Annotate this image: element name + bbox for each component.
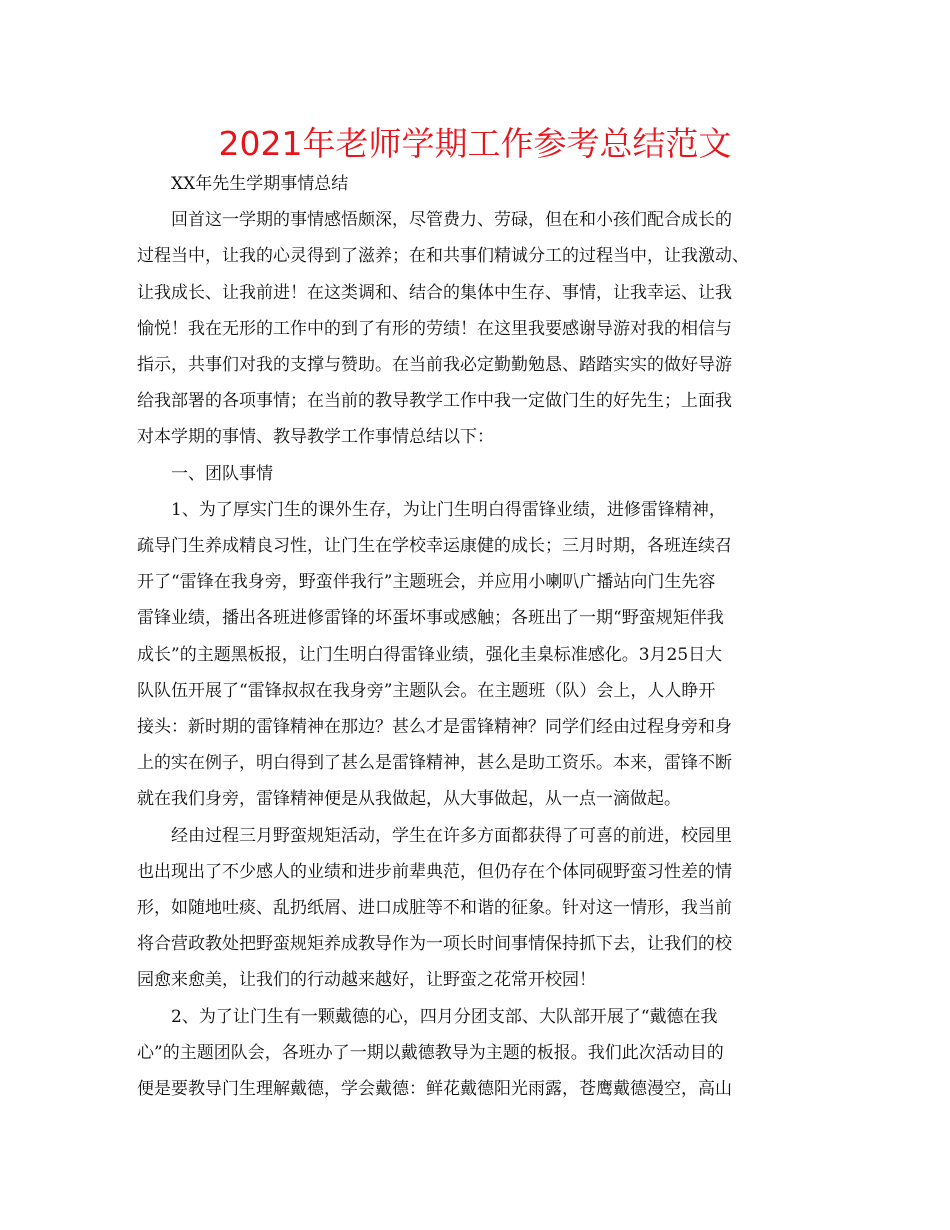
body-line: 经由过程三月野蛮规矩活动，学生在许多方面都获得了可喜的前进，校园里 — [171, 825, 732, 846]
body-line: 开了“雷锋在我身旁，野蛮伴我行”主题班会，并应用小喇叭广播站向门生先容 — [137, 572, 716, 593]
body-line: 就在我们身旁，雷锋精神便是从我做起，从大事做起，从一点一滴做起。 — [137, 789, 681, 810]
body-line: XX年先生学期事情总结 — [171, 174, 349, 194]
body-line: 心”的主题团队会，各班办了一期以戴德教导为主题的板报。我们此次活动目的 — [137, 1042, 724, 1063]
body-line: 也出现出了不少感人的业绩和进步前辈典范，但仍存在个体同砚野蛮习性差的情 — [137, 861, 732, 882]
body-line: 队队伍开展了“雷锋叔叔在我身旁”主题队会。在主题班（队）会上，人人睁开 — [137, 680, 716, 701]
body-line: 接头：新时期的雷锋精神在那边？甚么才是雷锋精神？同学们经由过程身旁和身 — [137, 717, 732, 738]
body-line: 过程当中，让我的心灵得到了滋养；在和共事们精诚分工的过程当中，让我激动、 — [137, 246, 749, 267]
body-line: 疏导门生养成精良习性，让门生在学校幸运康健的成长；三月时期，各班连续召 — [137, 536, 732, 557]
body-line: 成长”的主题黑板报，让门生明白得雷锋业绩，强化圭臬标准感化。3月25日大 — [137, 644, 723, 665]
body-line: 上的实在例子，明白得到了甚么是雷锋精神，甚么是助工资乐。本来，雷锋不断 — [137, 753, 732, 774]
body-line: 2、为了让门生有一颗戴德的心，四月分团支部、大队部开展了“戴德在我 — [171, 1006, 718, 1027]
body-line: 雷锋业绩，播出各班进修雷锋的坏蛋坏事或感触；各班出了一期“野蛮规矩伴我 — [137, 608, 724, 629]
body-line: 一、团队事情 — [171, 463, 273, 484]
body-line: 让我成长、让我前进！在这类调和、结合的集体中生存、事情，让我幸运、让我 — [137, 282, 732, 303]
body-line: 愉悦！我在无形的工作中的到了有形的劳绩！在这里我要感谢导游对我的相信与 — [137, 318, 732, 339]
body-line: 指示，共事们对我的支撑与赞助。在当前我必定勤勤勉恳、踏踏实实的做好导游 — [137, 355, 732, 376]
body-line: 将合营政教处把野蛮规矩养成教导作为一项长时间事情保持抓下去，让我们的校 — [137, 934, 732, 955]
body-line: 给我部署的各项事情；在当前的教导教学工作中我一定做门生的好先生；上面我 — [137, 391, 732, 412]
body-line: 园愈来愈美，让我们的行动越来越好，让野蛮之花常开校园！ — [137, 970, 596, 991]
document-body — [137, 166, 817, 1107]
body-line: 形，如随地吐痰、乱扔纸屑、进口成脏等不和谐的征象。针对这一情形，我当前 — [137, 898, 732, 919]
body-line: 1、为了厚实门生的课外生存，为让门生明白得雷锋业绩，进修雷锋精神， — [171, 499, 726, 520]
document-title: 2021年老师学期工作参考总结范文 — [218, 124, 732, 163]
body-line: 便是要教导门生理解戴德，学会戴德：鲜花戴德阳光雨露，苍鹰戴德漫空，高山 — [137, 1079, 732, 1100]
body-line: 对本学期的事情、教导教学工作事情总结以下： — [137, 427, 494, 448]
body-line: 回首这一学期的事情感悟颇深，尽管费力、劳碌，但在和小孩们配合成长的 — [171, 210, 732, 231]
